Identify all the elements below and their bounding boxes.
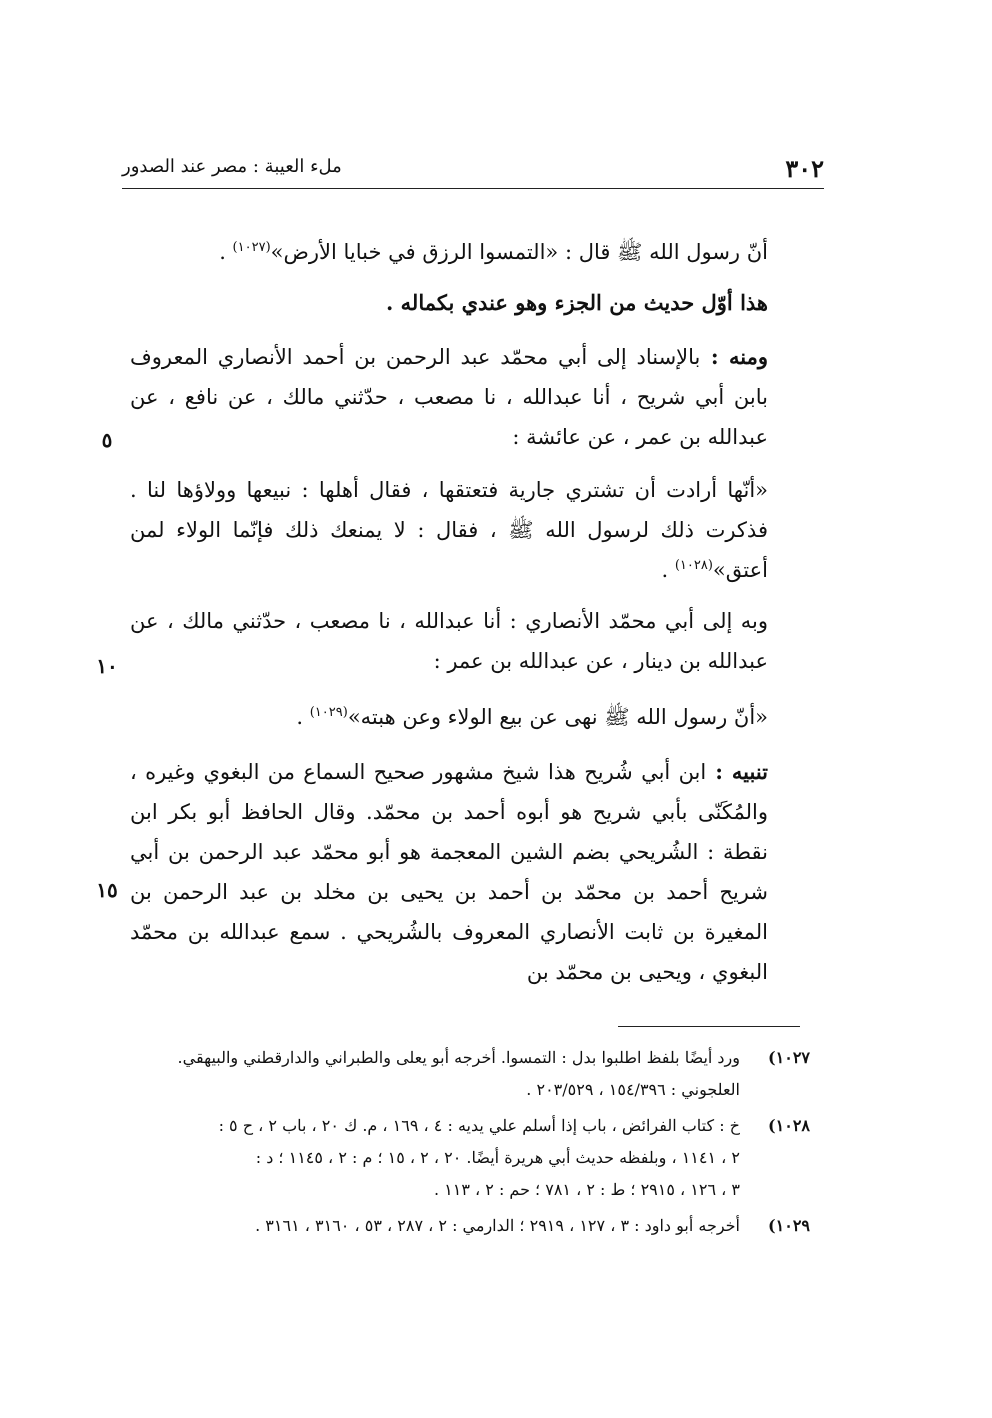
footnote-number: ١٠٢٨) (768, 1116, 810, 1135)
paragraph-6: «أنّ رسول الله ﷺ نهى عن بيع الولاء وعن هبته»$^{(١٠٢٩)}$ . (296, 705, 768, 729)
footnote-number: ١٠٢٩) (768, 1216, 810, 1235)
footnote (130, 1042, 810, 1106)
footnote-ref[interactable]: (١٠٢٧) (232, 240, 271, 255)
paragraph-lead: ومنه : (700, 344, 769, 369)
line-number-10: ١٠ (96, 654, 118, 678)
isnad-text: وبه إلى أبي محمّد الأنصاري : أنا عبدالله ، نا مصعب ، حدّثني مالك ، عن عبدالله بن دينار ، عن عبدالله بن عمر : (130, 609, 768, 673)
footnote-line: ورد أيضًا بلفظ اطلبوا بدل : التمسوا. أخرجه أبو يعلى والطبراني والدارقطني والبيهقي. (177, 1048, 740, 1067)
paragraph-3 (130, 337, 808, 457)
footnote-line: خ : كتاب الفرائض ، باب إذا أسلم علي يديه : ٤ ، ١٦٩ ، م. ك ٢٠ ، باب ٢ ، ح ٥ : (218, 1116, 740, 1135)
footnote-rule (618, 1026, 800, 1027)
page-number: ٣٠٢ (785, 154, 824, 183)
footnote-line: العلجوني : ١٥٤/٣٩٦ ، ٢٠٣/٥٢٩ . (526, 1080, 740, 1099)
line-number-15: ١٥ (96, 878, 118, 902)
hadith-text: أنّ رسول الله ﷺ قال : «التمسوا الرزق في خبايا الأرض» (270, 240, 768, 264)
footnote-ref[interactable]: (١٠٢٨) (674, 558, 713, 573)
page-header (122, 150, 824, 186)
footnote-line: أخرجه أبو داود : ٣ ، ١٢٧ ، ٢٩١٩ ؛ الدارمي : ٢ ، ٢٨٧ ، ٥٣ ، ٣١٦٠ ، ٣١٦١ . (255, 1216, 740, 1235)
paragraph-4: «أنّها أرادت أن تشتري جارية فتعتقها ، فقال أهلها : نبيعها وولاؤها لنا . فذكرت ذلك لرسول الله ﷺ ، فقال : لا يمنعك ذلك فإنّما الولاء لمن أعتق»$^{(١٠٢٨)}$ . (130, 478, 768, 582)
header-rule (122, 188, 824, 189)
footnote-line: ٢ ، ١١٤١ ، وبلفظه حديث أبي هريرة أيضًا. ٢٠ ، ٢ ، ١٥ ؛ م : ٢ ، ١١٤٥ ؛ د : (255, 1148, 740, 1167)
footnote-line: ٣ ، ١٢٦ ، ٢٩١٥ ؛ ط : ٢ ، ٧٨١ ؛ حم : ٢ ، ١١٣ . (433, 1180, 740, 1199)
paragraph-7 (130, 752, 808, 992)
paragraph-5 (130, 601, 808, 681)
line-number-5: ٥ (101, 428, 113, 452)
footnote (130, 1210, 810, 1242)
footnotes (130, 1042, 810, 1246)
footnote (130, 1110, 810, 1206)
running-title: ملء العيبة : مصر عند الصدور (122, 156, 342, 177)
paragraph-lead: تنبيه : (706, 759, 769, 784)
footnote-ref[interactable]: (١٠٢٩) (309, 705, 348, 720)
hadith-text: «أنّها أرادت أن تشتري جارية فتعتقها ، فقال أهلها : نبيعها وولاؤها لنا . فذكرت ذلك لرسول الله ﷺ ، فقال : لا يمنعك ذلك فإنّما الولاء لمن أعتق» (130, 478, 768, 582)
hadith-text: «أنّ رسول الله ﷺ نهى عن بيع الولاء وعن هبته» (347, 705, 768, 729)
paragraph-1: أنّ رسول الله ﷺ قال : «التمسوا الرزق في خبايا الأرض»$^{(١٠٢٧)}$ . (219, 240, 768, 264)
note-text: هذا أوّل حديث من الجزء وهو عندي بكماله . (386, 290, 768, 315)
isnad-text: بالإسناد إلى أبي محمّد عبد الرحمن بن أحمد الأنصاري المعروف بابن أبي شريح ، أنا عبدالله ، نا مصعب ، حدّثني مالك ، عن نافع ، عن عبدالله بن عمر ، عن عائشة : (130, 345, 768, 449)
paragraph-2 (130, 283, 808, 323)
note-text: ابن أبي شُريح هذا شيخ مشهور صحيح السماع من البغوي وغيره ، والمُكَنّى بأبي شريح هو أبوه أحمد بن محمّد. وقال الحافظ أبو بكر ابن نقطة : الشُريحي بضم الشين المعجمة هو أبو محمّد عبد الرحمن بن أبي شريح أحمد بن محمّد بن أحمد بن يحيى بن مخلد بن عبد الرحمن بن المغيرة بن ثابت الأنصاري المعروف بالشُريحي . سمع عبدالله بن محمّد البغوي ، ويحيى بن محمّد بن (130, 760, 768, 984)
footnote-number: ١٠٢٧) (768, 1048, 810, 1067)
